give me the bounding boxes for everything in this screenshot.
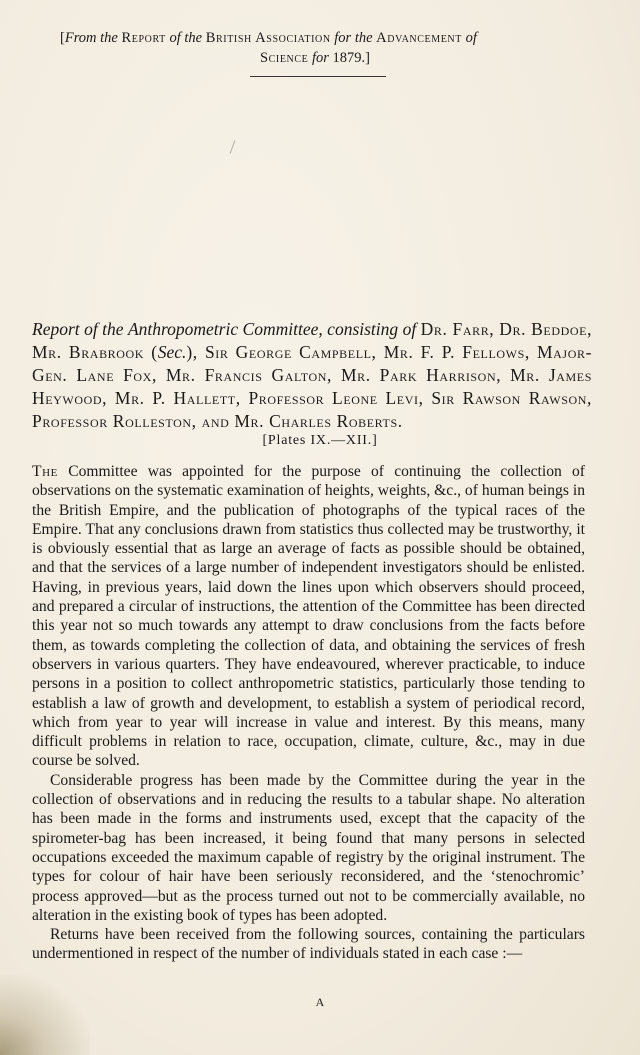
title-consisting: consisting xyxy=(327,319,399,339)
paragraph-1 xyxy=(32,462,585,771)
header-report: Report xyxy=(121,30,166,46)
header-for-the: for the xyxy=(334,30,373,46)
title-members-rest: ), Sir George Campbell, Mr. F. P. Fellows, Major-Gen. Lane Fox, Mr. Francis Galton, Mr. Park Harrison, Mr. James Heywood, Mr. P. Hallett, Professor Leone Levi, Sir Rawson Rawson, Professor Rolleston, and Mr. Charles Roberts. xyxy=(32,342,593,431)
header-rule xyxy=(250,76,386,77)
title-report: Report xyxy=(32,319,80,339)
title-of: of xyxy=(402,319,417,339)
header-bracket: [ xyxy=(60,30,65,46)
plates-reference: [Plates IX.—XII.] xyxy=(262,433,378,448)
signature-mark: A xyxy=(315,995,325,1009)
pencil-mark xyxy=(230,140,236,153)
header-of: of xyxy=(465,30,477,46)
header-british-association: British Association xyxy=(205,30,331,46)
title-of-the: of the xyxy=(84,319,124,339)
paragraph-2: Considerable progress has been made by the Committee during the year in the collection of observations and in reducing the results to a tabular shape. No alteration has been made in the forms and instruments used, except that the capacity of the spirometer-bag has been increased, it being found that many persons in selected occupations exceeded the maximum capable of registry by the original instrument. The types for colour of hair have been seriously reconsidered, and the ‘stenochromic’ process approved—but as the process turned out not to be commercially available, no alteration in the existing book of types has been adopted. xyxy=(32,771,585,924)
corner-stain xyxy=(0,975,90,1055)
report-title xyxy=(32,318,592,433)
body-text xyxy=(32,462,585,964)
header-of-the: of the xyxy=(169,30,203,46)
header-year: 1879.] xyxy=(332,50,370,66)
paragraph-1-text: Committee was appointed for the purpose of continuing the collection of observations on the systematic examination of heights, weights, &c., of human beings in the British Empire, and the publication of photographs of the typical races of the Empire. That any conclusions drawn from statistics thus collected may be trustworthy, it is obviously essential that as large an average of facts as possible should be obtained, and that the services of a large number of independent investigators should be enlisted. Having, in previous years, laid down the lines upon which observers should proceed, and prepared a circular of instructions, the attention of the Committee has been directed this year not so much towards any attempt to draw conclusions from the facts before them, as towards completing the collection of data, and obtaining the services of fresh observers in various quarters. They have endeavoured, wherever practicable, to induce persons in a position to collect anthropometric statistics, particularly those tending to establish a law of growth and development, to establish a system of periodical record, which from year to year will increase in value and interest. By this means, many difficult problems in relation to race, occupation, climate, culture, &c., may in due course be solved. xyxy=(32,463,585,770)
header-science: Science xyxy=(259,50,309,66)
title-members: Dr. Farr, Dr. Beddoe, Mr. Brabrook ( xyxy=(32,319,593,362)
paragraph-1-opening: The xyxy=(32,463,58,480)
title-sec: Sec. xyxy=(157,342,187,362)
header-line-2 xyxy=(60,48,580,68)
paragraph-3: Returns have been received from the following sources, containing the particulars undermentioned in respect of the number of individuals stated in each case :— xyxy=(32,926,585,963)
source-header xyxy=(60,28,580,68)
title-committee-name: Anthropometric Committee, xyxy=(127,319,323,339)
header-from-the: From the xyxy=(64,30,118,46)
header-for: for xyxy=(311,50,329,66)
header-advancement: Advancement xyxy=(376,30,462,46)
